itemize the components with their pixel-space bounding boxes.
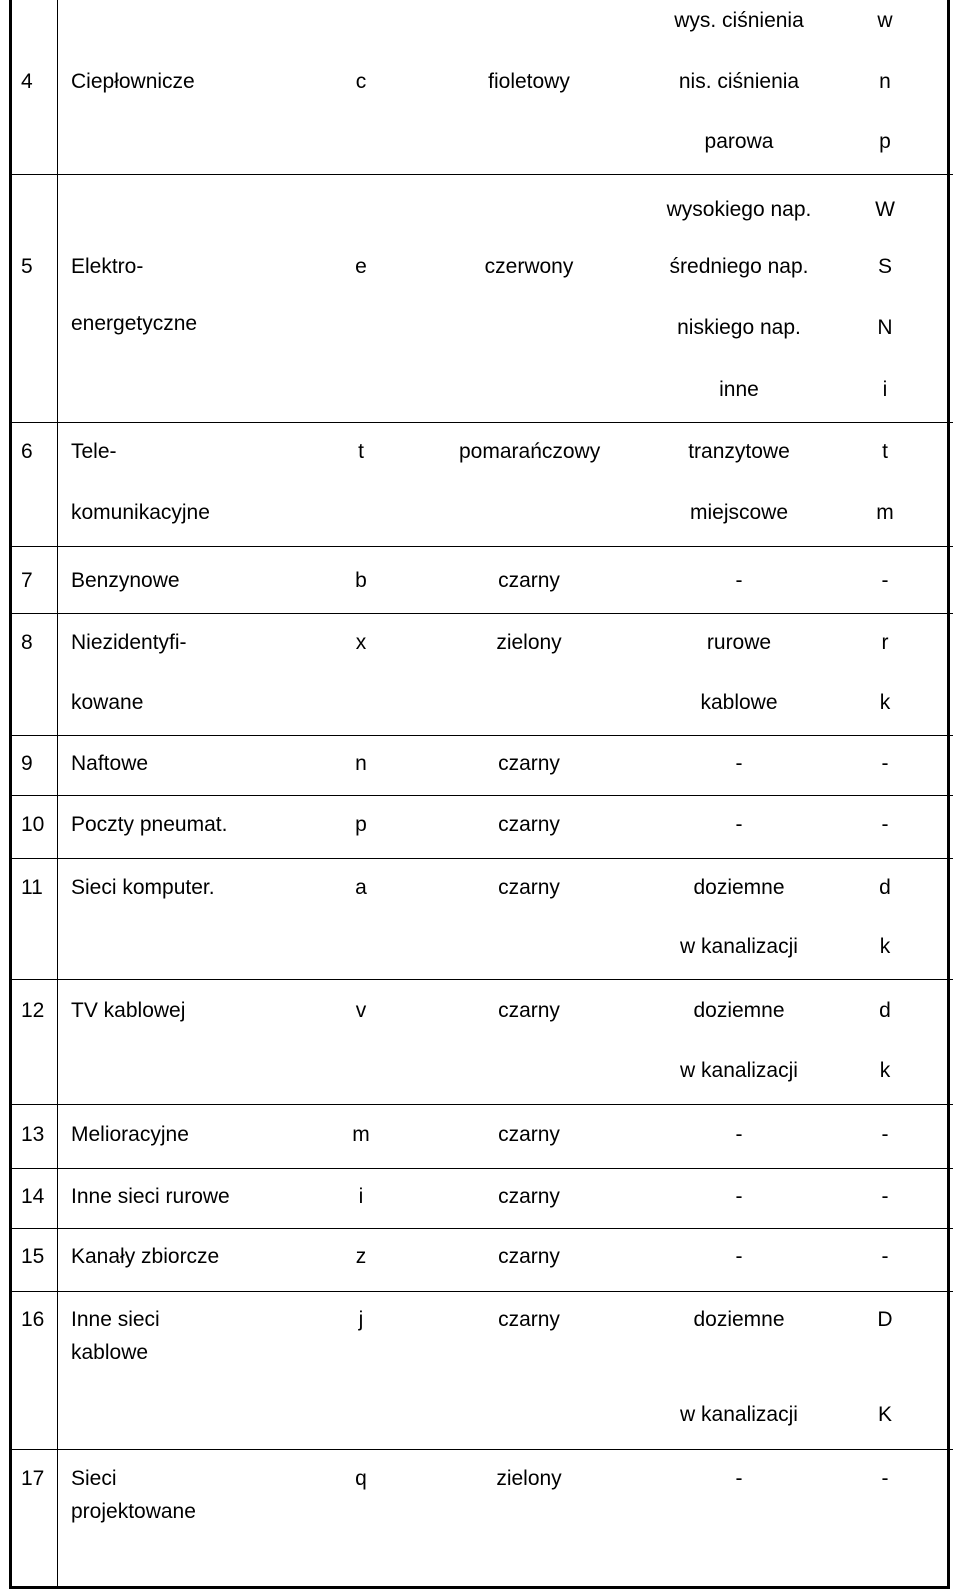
row-number: 12 [21,999,45,1022]
row-number: 17 [21,1467,45,1490]
row-number: 8 [21,631,33,654]
network-type: średniego nap. [669,255,809,278]
utility-networks-table [9,0,956,1593]
network-type-symbol: - [881,1467,889,1490]
network-type: rurowe [706,631,772,654]
network-type-symbol: d [879,999,891,1022]
network-color: czerwony [484,255,574,278]
network-type: w kanalizacji [680,935,798,958]
network-type: niskiego nap. [677,316,801,339]
network-type-symbol: n [879,70,891,93]
network-type: doziemne [693,876,785,899]
network-name: projektowane [71,1500,196,1523]
row-divider [9,979,953,980]
network-type: - [735,1185,743,1208]
network-color: czarny [498,813,560,836]
network-color: czarny [498,569,560,592]
network-type: - [735,1123,743,1146]
network-type-symbol: W [875,198,895,221]
network-type: wys. ciśnienia [674,9,804,32]
network-name: energetyczne [71,312,198,335]
row-divider [9,422,953,423]
network-name: Benzynowe [71,569,180,592]
row-number: 7 [21,569,33,592]
network-name: Melioracyjne [71,1123,189,1146]
row-number: 10 [21,813,45,836]
network-type-symbol: d [879,876,891,899]
network-type: - [735,813,743,836]
network-color: fioletowy [488,70,570,93]
network-type: doziemne [693,999,785,1022]
network-name: kowane [71,691,144,714]
network-symbol: q [355,1467,367,1490]
network-symbol: x [355,631,367,654]
row-divider [9,613,953,614]
network-color: czarny [498,1245,560,1268]
network-symbol: v [355,999,367,1022]
network-type: - [735,569,743,592]
network-type-symbol: m [876,501,894,524]
network-type: nis. ciśnienia [678,70,800,93]
network-type: inne [719,378,759,401]
network-name: Poczty pneumat. [71,813,228,836]
network-name: Tele- [71,440,117,463]
network-type-symbol: r [881,631,889,654]
network-name: Ciepłownicze [71,70,195,93]
row-number: 11 [21,876,43,899]
row-divider [9,546,953,547]
network-type-symbol: - [881,752,889,775]
network-name: Inne sieci [71,1308,160,1331]
network-color: zielony [496,631,562,654]
network-type: w kanalizacji [680,1059,798,1082]
network-type-symbol: - [881,1185,889,1208]
network-symbol: m [352,1123,370,1146]
row-divider [9,735,953,736]
network-name: Kanały zbiorcze [71,1245,220,1268]
row-divider [9,1168,953,1169]
row-divider [9,1449,953,1450]
network-type-symbol: - [881,813,889,836]
network-type-symbol: t [882,440,888,463]
network-symbol: z [355,1245,367,1268]
network-color: czarny [498,1185,560,1208]
row-number: 9 [21,752,33,775]
network-symbol: n [355,752,367,775]
network-name: Sieci [71,1467,117,1490]
network-symbol: b [355,569,367,592]
row-number: 6 [21,440,33,463]
row-divider [9,1228,953,1229]
network-type-symbol: K [877,1403,892,1426]
network-name: komunikacyjne [71,501,210,524]
network-type-symbol: i [882,378,888,401]
network-symbol: c [355,70,367,93]
network-type: w kanalizacji [680,1403,798,1426]
row-number: 15 [21,1245,45,1268]
network-name: Naftowe [71,752,149,775]
network-type: - [735,752,743,775]
row-number: 14 [21,1185,45,1208]
network-type: tranzytowe [688,440,790,463]
network-color: czarny [498,1123,560,1146]
network-type-symbol: w [877,9,893,32]
row-number: 13 [21,1123,45,1146]
row-divider [9,1104,953,1105]
network-color: zielony [496,1467,562,1490]
network-symbol: i [358,1185,364,1208]
network-color: czarny [498,999,560,1022]
network-type: miejscowe [689,501,789,524]
network-symbol: t [358,440,364,463]
network-type-symbol: k [879,935,891,958]
network-name: TV kablowej [71,999,186,1022]
row-divider [9,1291,953,1292]
network-type: doziemne [693,1308,785,1331]
network-type: - [735,1245,743,1268]
network-type-symbol: p [879,130,891,153]
network-color: czarny [498,876,560,899]
network-type-symbol: k [879,691,891,714]
network-symbol: p [355,813,367,836]
row-number: 16 [21,1308,45,1331]
network-type: kablowe [700,691,778,714]
network-type: - [735,1467,743,1490]
network-name: Inne sieci rurowe [71,1185,230,1208]
network-symbol: a [355,876,367,899]
network-type-symbol: k [879,1059,891,1082]
network-type-symbol: D [877,1308,893,1331]
network-type: wysokiego nap. [666,198,812,221]
network-name: kablowe [71,1341,149,1364]
network-name: Sieci komputer. [71,876,215,899]
row-divider [9,795,953,796]
network-type-symbol: S [877,255,892,278]
network-symbol: j [358,1308,364,1331]
row-divider [9,858,953,859]
row-number: 5 [21,255,33,278]
row-divider [9,174,953,175]
row-number: 4 [21,70,33,93]
network-color: pomarańczowy [459,440,601,463]
network-type-symbol: - [881,569,889,592]
network-type-symbol: - [881,1123,889,1146]
network-color: czarny [498,752,560,775]
network-symbol: e [355,255,367,278]
network-name: Elektro- [71,255,144,278]
network-name: Niezidentyfi- [71,631,187,654]
network-type: parowa [704,130,774,153]
network-type-symbol: - [881,1245,889,1268]
network-type-symbol: N [877,316,893,339]
network-color: czarny [498,1308,560,1331]
